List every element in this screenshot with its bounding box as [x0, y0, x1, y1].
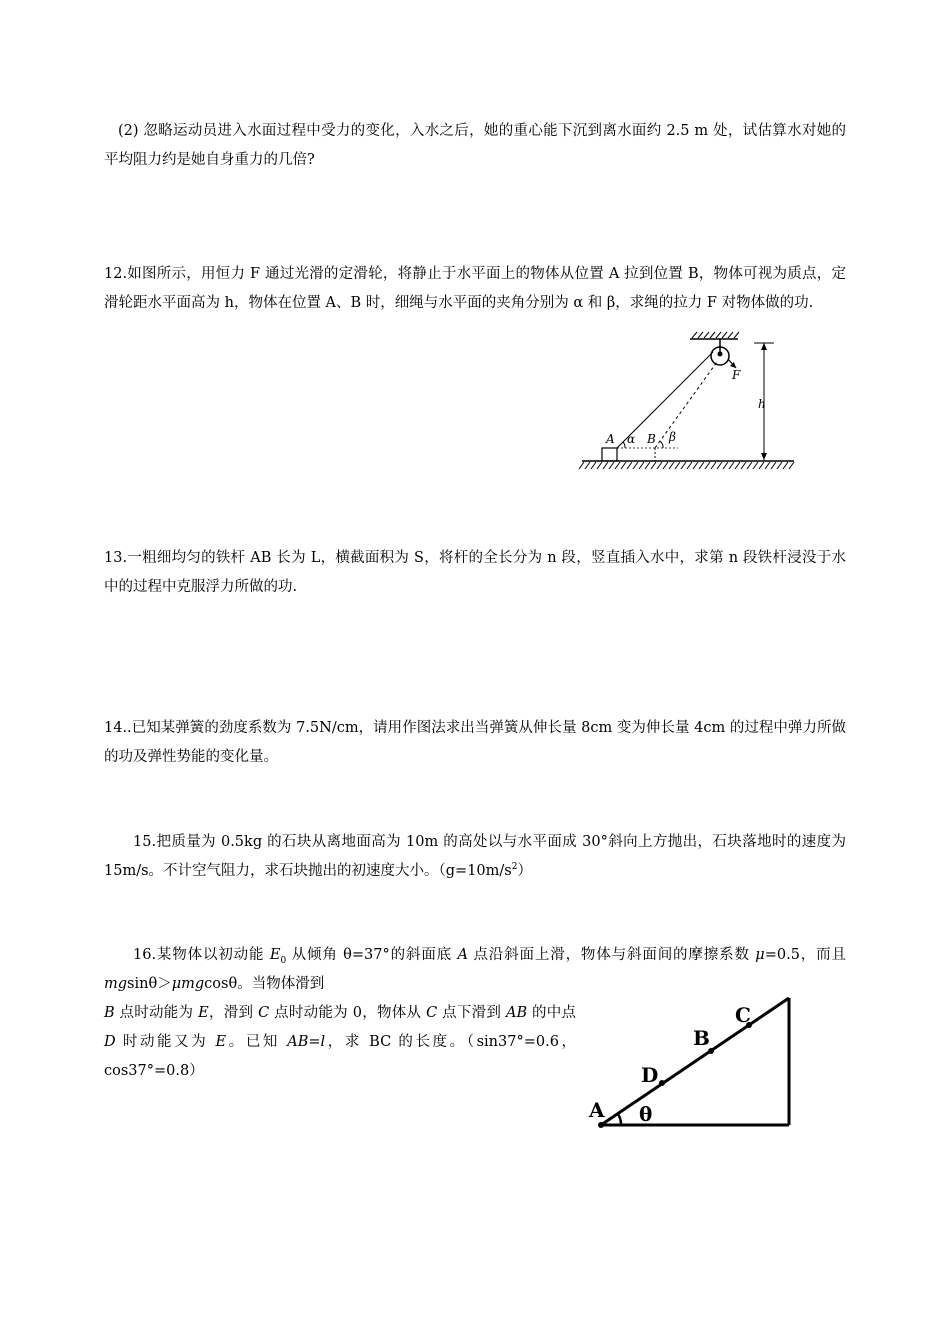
ceiling-hatch [692, 332, 739, 338]
q16-l: l [320, 1034, 326, 1050]
q16-s13: 。已知 [226, 1034, 288, 1050]
point-A [598, 1122, 604, 1128]
q16-s12: 时动能又为 [115, 1034, 216, 1050]
q16-AB: AB [506, 1005, 528, 1021]
q16-mumg: μmg [171, 976, 205, 992]
q16-B: B [104, 1005, 115, 1021]
q12-text: 12.如图所示，用恒力 F 通过光滑的定滑轮，将静止于水平面上的物体从位置 A 拉到位置 B，物体可视为质点，定滑轮距水平面高为 h，物体在位置 A、B 时，细绳与水平面的夹角分别为 α 和 β，求绳的拉力 F 对物体做的功. [104, 266, 846, 311]
question-15 [104, 828, 846, 886]
q16-s6: cosθ。当物体滑到 [204, 976, 325, 992]
q16-mg: mg [104, 976, 128, 992]
label-A: A [589, 1098, 605, 1122]
label-B: B [693, 1026, 710, 1050]
label-h: h [758, 397, 766, 411]
rope-at-B [655, 362, 717, 448]
q16-s4: =0.5，而且 [764, 947, 846, 963]
pulley-center [718, 352, 723, 357]
beta-arc [660, 441, 663, 448]
q16-C: C [258, 1005, 270, 1021]
label-alpha: α [627, 432, 636, 446]
q16-s10: 点下滑到 [437, 1005, 506, 1021]
q16-s9: 点时动能为 0，物体从 [269, 1005, 427, 1021]
question-13 [104, 544, 846, 602]
q16-E0: E [269, 947, 281, 963]
label-C: C [735, 1003, 751, 1027]
q16-s7: 点时动能为 [114, 1005, 199, 1021]
question-12 [104, 260, 846, 318]
q11-part2-text: (2) 忽略运动员进入水面过程中受力的变化，入水之后，她的重心能下沉到离水面约 2.5 m 处，试估算水对她的平均阻力约是她自身重力的几倍? [104, 123, 846, 168]
q16-text-continued [104, 999, 576, 1086]
incline-figure [585, 990, 800, 1130]
q15-tail: ） [517, 863, 532, 879]
q16-C2: C [426, 1005, 438, 1021]
point-D [659, 1080, 665, 1086]
alpha-arc [623, 442, 625, 448]
question-14 [104, 714, 846, 772]
h-bottom-arrow [761, 453, 767, 460]
q15-text [104, 828, 846, 886]
q16-E3: E [215, 1034, 227, 1050]
theta-arc [618, 1114, 621, 1125]
question-11-part-2 [104, 117, 846, 175]
h-top-arrow [761, 343, 767, 350]
q15-body: 15.把质量为 0.5kg 的石块从离地面高为 10m 的高处以与水平面成 30°斜向上方抛出，石块落地时的速度为 15m/s。不计空气阻力，求石块抛出的初速度大小。（g=10m/s [104, 834, 846, 879]
label-D: D [641, 1063, 659, 1087]
ground-hatch [579, 462, 794, 469]
q16-AB2: AB [287, 1034, 309, 1050]
q16-A: A [457, 947, 468, 963]
q16-mu: μ [755, 947, 765, 963]
q16-s14: = [308, 1034, 321, 1050]
incline-surface [601, 998, 789, 1125]
q15-superscript: 2 [511, 862, 518, 873]
label-beta: β [669, 430, 676, 444]
label-F: F [732, 368, 741, 382]
q16-s1: 16.某物体以初动能 [133, 947, 270, 963]
label-theta: θ [639, 1102, 653, 1126]
q16-s3: 点沿斜面上滑，物体与斜面间的摩擦系数 [467, 947, 756, 963]
q16-s11: 的中点 [527, 1005, 577, 1021]
q13-text: 13.一粗细均匀的铁杆 AB 长为 L，横截面积为 S，将杆的全长分为 n 段，竖直插入水中，求第 n 段铁杆浸没于水中的过程中克服浮力所做的功. [104, 550, 846, 595]
q16-s15: ，求 BC 的长度。（sin37°=0.6，cos37°=0.8） [104, 1034, 577, 1079]
q16-D: D [104, 1034, 116, 1050]
q16-sub0: 0 [280, 955, 287, 966]
pulley-figure [578, 330, 800, 475]
label-B: B [647, 432, 656, 446]
block [602, 448, 617, 461]
q16-s2: 从倾角 θ=37°的斜面底 [286, 947, 458, 963]
q16-E: E [198, 1005, 209, 1021]
q16-s8: ，滑到 [208, 1005, 259, 1021]
label-A: A [606, 432, 615, 446]
q16-s5: sinθ＞ [127, 976, 172, 992]
q14-text: 14..已知某弹簧的劲度系数为 7.5N/cm，请用作图法求出当弹簧从伸长量 8cm 变为伸长量 4cm 的过程中弹力所做的功及弹性势能的变化量。 [104, 720, 846, 765]
